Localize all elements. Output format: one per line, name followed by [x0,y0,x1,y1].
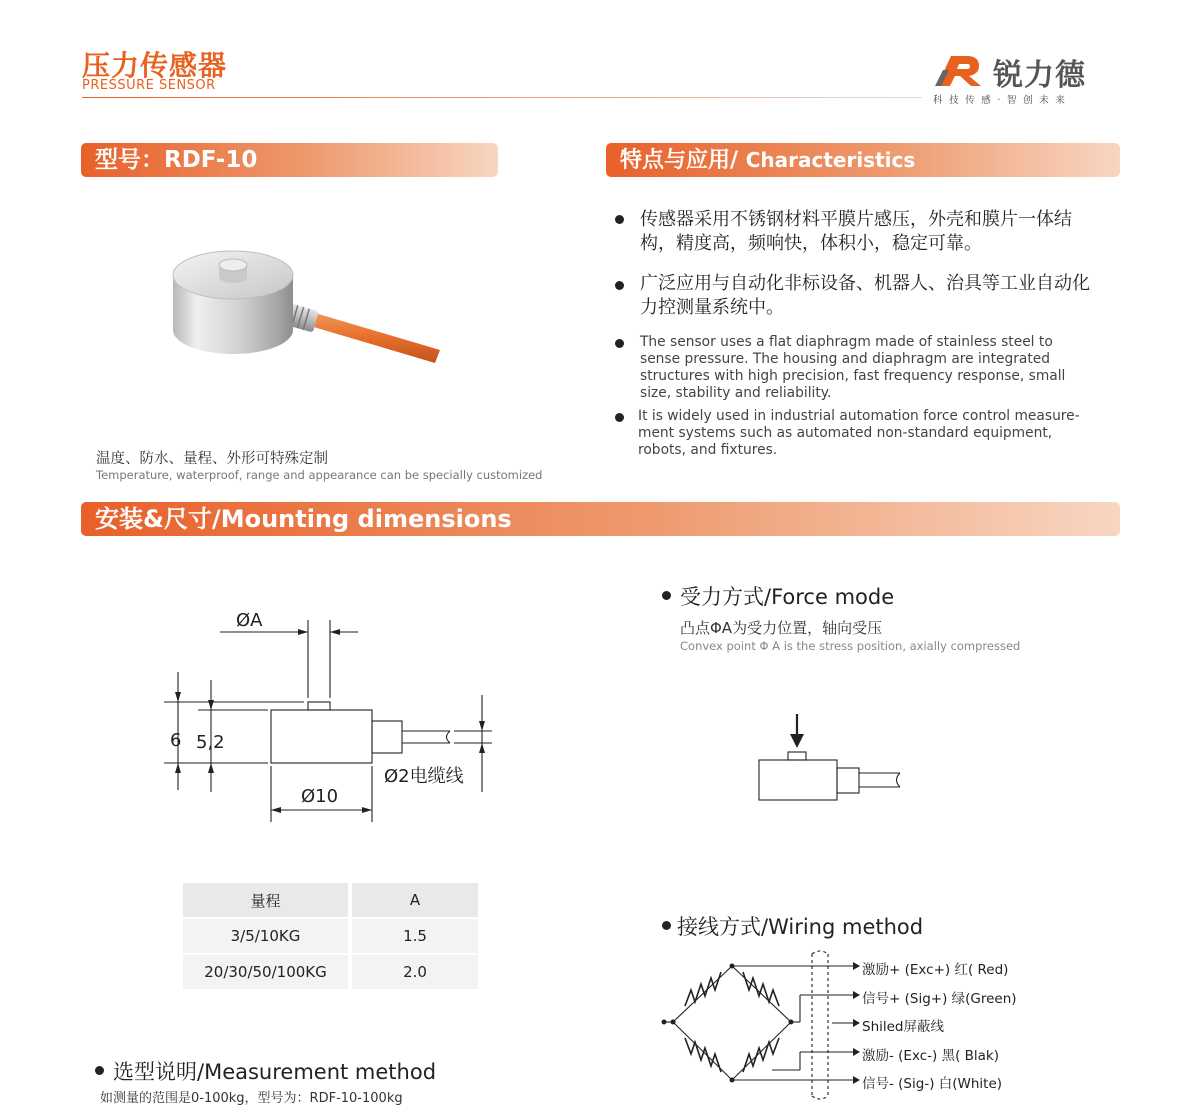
dim-label-height-total: 6 [170,730,182,751]
en-bullet: The sensor uses a flat diaphragm made of stainless steel to sense pressure. The housing and diaphragm are integrated structures with high precision, fast frequency response, small size, stability and reliability. [640,334,1066,401]
range-table [183,883,478,991]
dim-label-cable: Ø2电缆线 [384,766,464,787]
mounting-title: 安装&尺寸/Mounting dimensions [95,505,512,533]
force-mode-desc-cn: 凸点ΦA为受力位置，轴向受压 [680,619,883,637]
page-title: 压力传感器 [82,49,228,82]
dim-label-a: ØA [236,610,263,631]
table-header-cell: A [352,883,478,917]
wire-label-exc-plus: 激励+ (Exc+) 红( Red) [862,962,1009,978]
bullet-dot [95,1066,104,1075]
brand-name: 锐力德 [993,58,1086,93]
sensor-body-outline [271,710,372,763]
table-row [183,919,478,953]
page-subtitle: PRESSURE SENSOR [82,78,216,93]
dimension-drawing [150,600,510,830]
force-mode-diagram [750,710,910,810]
table-header-cell: 量程 [183,883,348,917]
dim-label-diameter-body: Ø10 [301,786,339,807]
cn-bullet: 广泛应用与自动化非标设备、机器人、治具等工业自动化力控测量系统中。 [640,273,1090,318]
bullet-dot [615,339,624,348]
wire-label-exc-minus: 激励- (Exc-) 黑( Blak) [862,1048,999,1064]
force-mode-desc-en: Convex point Φ A is the stress position, axially compressed [680,639,1021,653]
model-title: 型号：RDF-10 [95,147,258,173]
model-section-bar [81,143,498,177]
table-cell: 1.5 [352,919,478,953]
table-header-row [183,883,478,917]
wiring-title: 接线方式/Wiring method [677,915,924,939]
dim-label-height-body: 5,2 [196,732,225,753]
bullet-dot [662,591,671,600]
table-cell: 3/5/10KG [183,919,348,953]
product-image [165,235,455,365]
table-row [183,955,478,989]
bullet-dot [615,413,624,422]
wire-label-shield: Shiled屏蔽线 [862,1019,945,1035]
brand-logo-icon [933,50,989,90]
bullet-dot [615,281,624,290]
measurement-title: 选型说明/Measurement method [113,1060,437,1084]
brand-slogan: 科技传感·智创未来 [933,95,1072,106]
force-mode-title: 受力方式/Force mode [680,585,895,609]
wiring-diagram [660,950,860,1100]
customization-caption-en: Temperature, waterproof, range and appearance can be specially customized [96,468,543,482]
wire-label-sig-plus: 信号+ (Sig+) 绿(Green) [862,991,1017,1007]
customization-caption-cn: 温度、防水、量程、外形可特殊定制 [96,451,328,467]
header-divider [82,97,922,98]
force-arrow-icon [790,734,804,748]
wire-label-sig-minus: 信号- (Sig-) 白(White) [862,1076,1003,1092]
measurement-text: 如测量的范围是0-100kg，型号为：RDF-10-100kg [100,1091,403,1106]
characteristics-section-bar [606,143,1120,177]
en-bullet: It is widely used in industrial automation force control measure-ment systems such as automated non-standard equipment, robots, and fixtures. [638,408,1080,458]
bullet-dot [615,215,624,224]
characteristics-title-cn: 特点与应用/ [620,148,746,173]
bullet-dot [662,921,671,930]
table-cell: 2.0 [352,955,478,989]
cn-bullet: 传感器采用不锈钢材料平膜片感压，外壳和膜片一体结构，精度高，频响快，体积小，稳定可靠。 [640,209,1072,254]
mounting-section-bar [81,502,1120,536]
table-cell: 20/30/50/100KG [183,955,348,989]
characteristics-title-en: Characteristics [745,148,916,172]
